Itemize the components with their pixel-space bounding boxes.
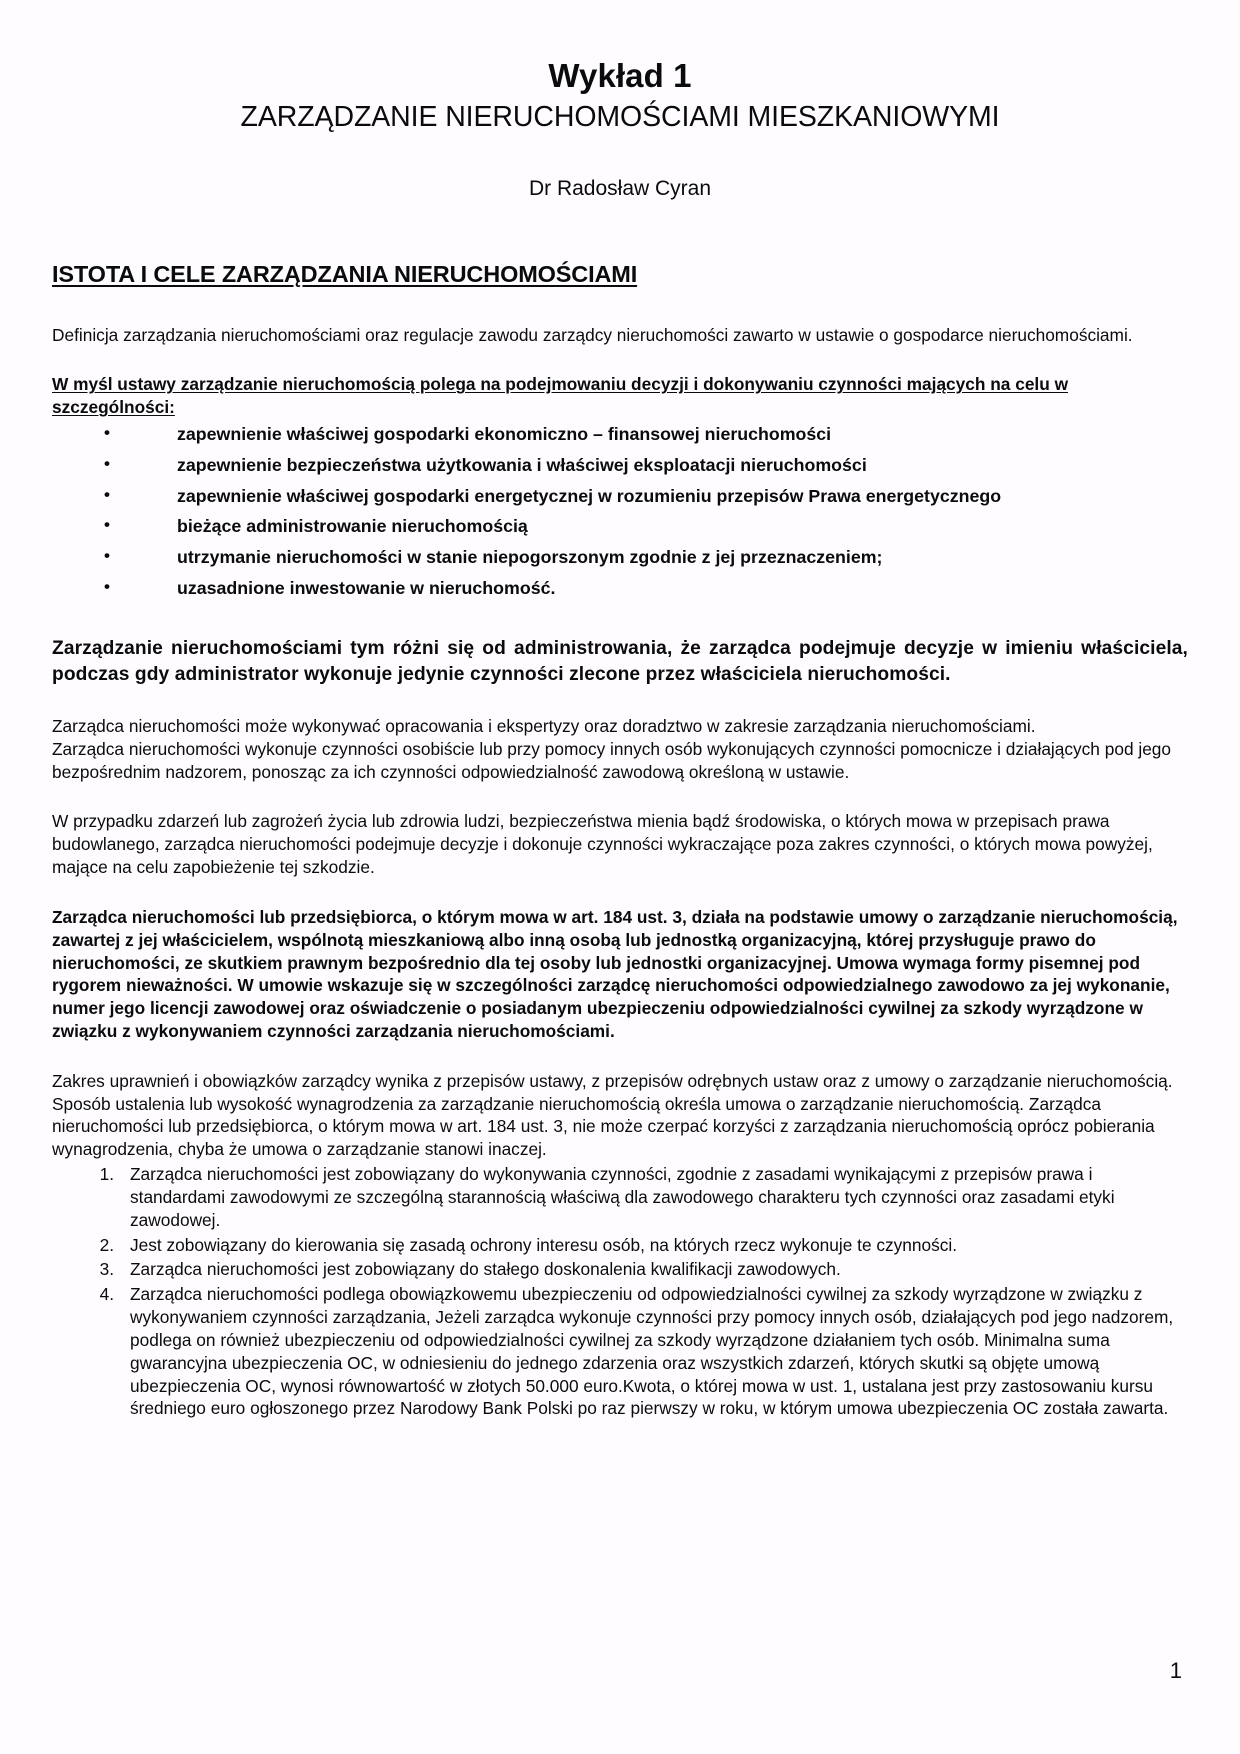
- list-item: Zarządca nieruchomości jest zobowiązany do stałego doskonalenia kwalifikacji zawodowych.: [130, 1259, 841, 1280]
- emphasis-paragraph: Zarządzanie nieruchomościami tym różni się od administrowania, że zarządca podejmuje decyzje w imieniu właściciela, podczas gdy administrator wykonuje jedynie czynności zlecone przez właściciela nieruchomości.: [52, 637, 1188, 685]
- section-heading: ISTOTA I CELE ZARZĄDZANIA NIERUCHOMOŚCIAMI: [52, 260, 638, 287]
- scope-paragraph: Zakres uprawnień i obowiązków zarządcy wynika z przepisów ustawy, z przepisów odrębnych ustaw oraz z umowy o zarządzanie nieruchomością. Sposób ustalenia lub wysokość wynagrodzenia za zarządzanie nieruchomością określa umowa o zarządzanie nieruchomością. Zarządca nieruchomości lub przedsiębiorca, o którym mowa w art. 184 ust. 3, nie może czerpać korzyści z zarządzania nieruchomością oprócz pobierania wynagrodzenia, chyba że umowa o zarządzanie stanowi inaczej.: [52, 1070, 1173, 1160]
- obligations-numbered-list: [52, 1163, 1188, 1420]
- expertise-paragraph: Zarządca nieruchomości może wykonywać opracowania i ekspertyzy oraz doradztwo w zakresie zarządzania nieruchomościami.: [52, 715, 1036, 736]
- list-item: Zarządca nieruchomości jest zobowiązany do wykonywania czynności, zgodnie z zasadami wynikającymi z przepisów prawa i standardami zawodowymi ze szczególną starannością właściwą dla zawodowego charakteru tych czynności oraz zasadami etyki zawodowej.: [130, 1164, 1115, 1230]
- page-subtitle: ZARZĄDZANIE NIERUCHOMOŚCIAMI MIESZKANIOWYMI: [240, 100, 1000, 133]
- list-item: • zapewnienie właściwej gospodarki ekonomiczno – finansowej nieruchomości: [52, 423, 1188, 446]
- list-item: • uzasadnione inwestowanie w nieruchomość.: [52, 577, 1188, 600]
- emergency-paragraph: W przypadku zdarzeń lub zagrożeń życia lub zdrowia ludzi, bezpieczeństwa mienia bądź środowiska, o których mowa w przepisach prawa budowlanego, zarządca nieruchomości podejmuje decyzje i dokonuje czynności wykraczające poza zakres czynności, o których mowa powyżej, mające na celu zapobieżenie tej szkodzie.: [52, 811, 1153, 878]
- list-item: Zarządca nieruchomości podlega obowiązkowemu ubezpieczeniu od odpowiedzialności cywilnej za szkody wyrządzone w związku z wykonywaniem czynności zarządzania, Jeżeli zarządca wykonuje czynności przy pomocy innych osób, działających pod jego nadzorem, podlega on również ubezpieczeniu od odpowiedzialności cywilnej za szkody wyrządzone działaniem tych osób. Minimalna suma gwarancyjna ubezpieczenia OC, w odniesieniu do jednego zdarzenia oraz wszystkich zdarzeń, których skutki są objęte umową ubezpieczenia OC, wynosi równowartość w złotych 50.000 euro.Kwota, o której mowa w ust. 1, ustalana jest przy zastosowaniu kursu średniego euro ogłoszonego przez Narodowy Bank Polski po raz pierwszy w roku, w którym umowa ubezpieczenia OC została zawarta.: [130, 1284, 1174, 1419]
- author-name: Dr Radosław Cyran: [528, 176, 712, 200]
- objectives-bullet-list: [52, 423, 1188, 600]
- list-item: • utrzymanie nieruchomości w stanie niepogorszonym zgodnie z jej przeznaczeniem;: [52, 546, 1188, 569]
- list-lead-paragraph: W myśl ustawy zarządzanie nieruchomością polega na podejmowaniu decyzji i dokonywaniu czynności mających na celu w szczególności:: [52, 374, 1069, 418]
- personal-performance-paragraph: Zarządca nieruchomości wykonuje czynności osobiście lub przy pomocy innych osób wykonujących czynności pomocnicze i działających pod jego bezpośrednim nadzorem, ponosząc za ich czynności odpowiedzialność zawodową określoną w ustawie.: [52, 738, 1172, 782]
- intro-paragraph: Definicja zarządzania nieruchomościami oraz regulacje zawodu zarządcy nieruchomości zawarto w ustawie o gospodarce nieruchomościami.: [52, 324, 1133, 345]
- contract-paragraph: Zarządca nieruchomości lub przedsiębiorca, o którym mowa w art. 184 ust. 3, działa na podstawie umowy o zarządzanie nieruchomością, zawartej z jej właścicielem, wspólnotą mieszkaniową albo inną osobą lub jednostką organizacyjną, której przysługuje prawo do nieruchomości, ze skutkiem prawnym bezpośrednio dla tej osoby lub jednostki organizacyjnej. Umowa wymaga formy pisemnej pod rygorem nieważności. W umowie wskazuje się w szczególności zarządcę nieruchomości odpowiedzialnego zawodowo za jej wykonanie, numer jego licencji zawodowej oraz oświadczenie o posiadanym ubezpieczeniu odpowiedzialności cywilnej za szkody wyrządzone w związku z wykonywaniem czynności zarządzania nieruchomościami.: [52, 906, 1178, 1041]
- list-item: • zapewnienie bezpieczeństwa użytkowania i właściwej eksploatacji nieruchomości: [52, 454, 1188, 477]
- title-block: [52, 0, 1188, 201]
- page-title: Wykład 1: [548, 57, 692, 94]
- list-item: • bieżące administrowanie nieruchomością: [52, 515, 1188, 538]
- page-number: 1: [1169, 1658, 1182, 1683]
- list-item: • zapewnienie właściwej gospodarki energetycznej w rozumieniu przepisów Prawa energetycznego: [52, 485, 1188, 508]
- list-item: Jest zobowiązany do kierowania się zasadą ochrony interesu osób, na których rzecz wykonuje te czynności.: [130, 1234, 958, 1255]
